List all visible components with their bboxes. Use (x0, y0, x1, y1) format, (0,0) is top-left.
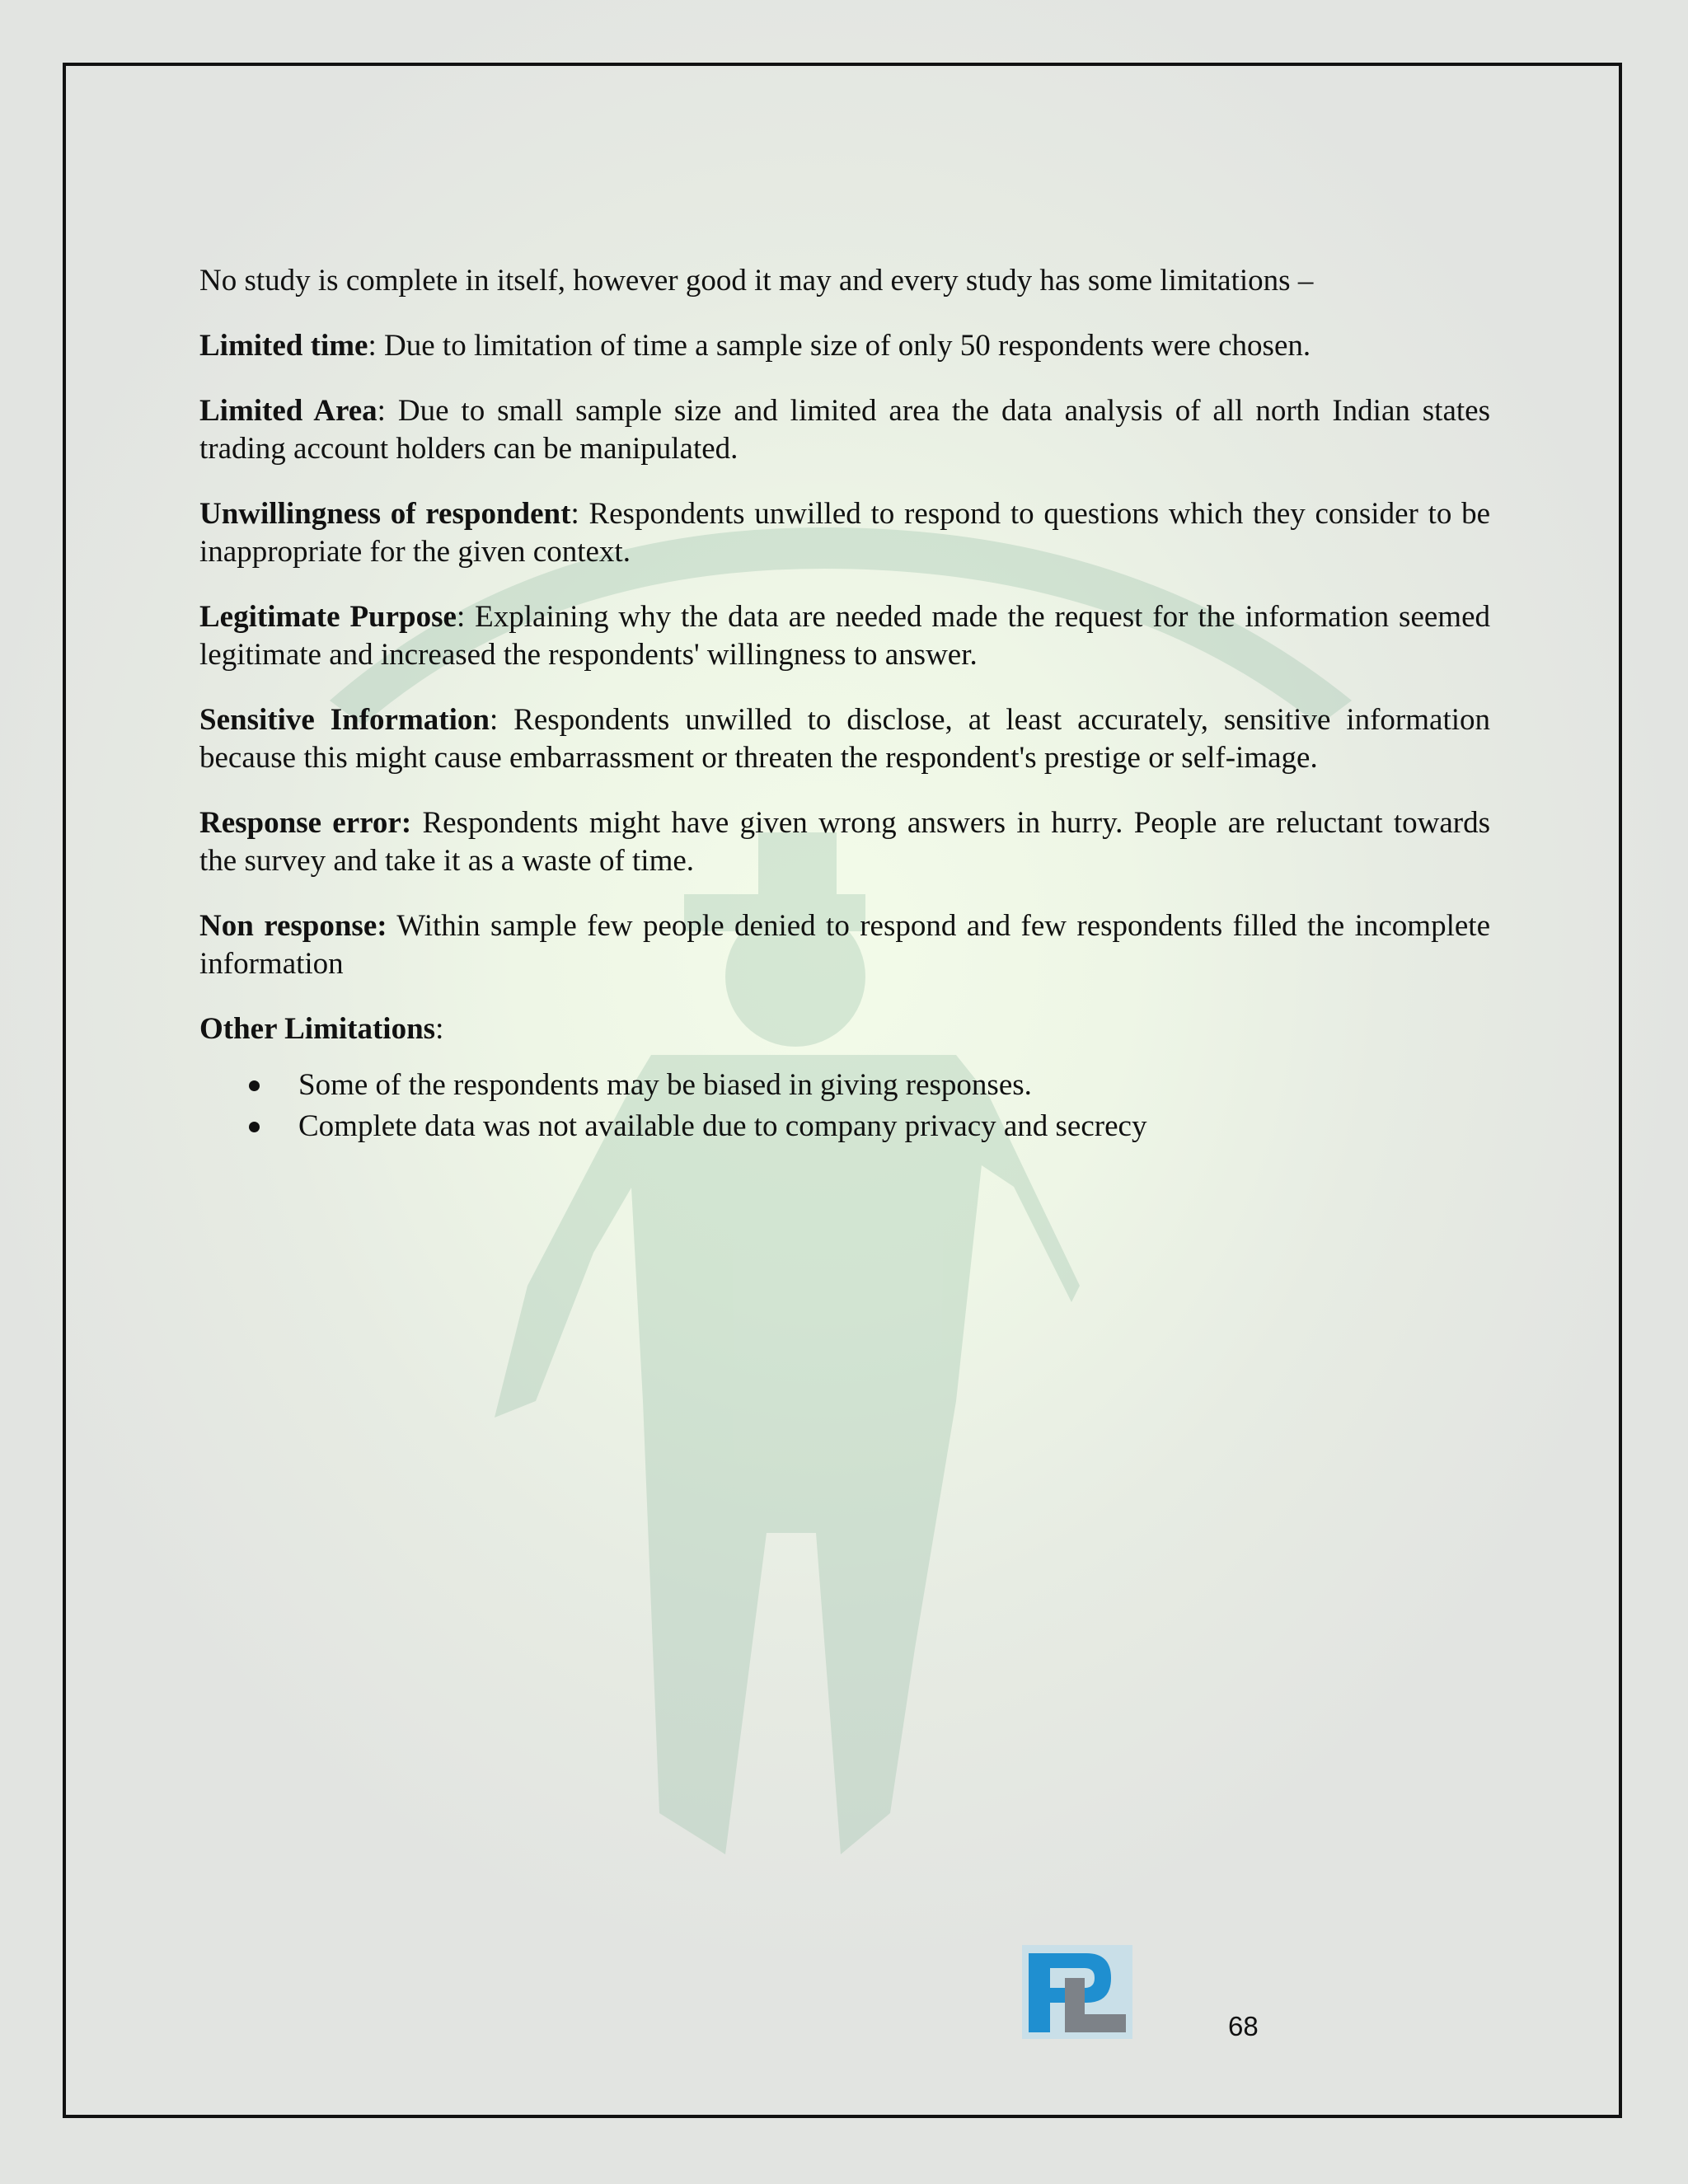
limitation-text: Within sample few people denied to respond and few respondents filled the incomplete information (199, 909, 1490, 981)
limitation-paragraph (199, 907, 1490, 983)
limitation-text: Respondents unwilled to respond to questions which they consider to be inappropriate for the given context. (199, 497, 1490, 569)
limitation-heading: Legitimate Purpose (199, 600, 457, 634)
bullet-icon (249, 1122, 260, 1132)
limitation-text: Respondents might have given wrong answers in hurry. People are reluctant towards the survey and take it as a waste of time. (199, 806, 1490, 878)
limitation-paragraph: Limited Area: Due to small sample size and limited area the data analysis of all north Indian states trading account holders can be manipulated. (199, 394, 1490, 466)
limitation-heading: Unwillingness of respondent (199, 497, 571, 531)
limitation-text: Explaining why the data are needed made the request for the information seemed legitimate and increased the respondents' willingness to answer. (199, 600, 1490, 672)
bullet-icon (249, 1080, 260, 1091)
page-number: 68 (1228, 2011, 1259, 2041)
list-item: Some of the respondents may be biased in giving responses. (298, 1065, 1490, 1106)
pl-logo-icon (1022, 1945, 1132, 2039)
limitation-paragraph (199, 804, 1490, 880)
limitation-heading: Limited time (199, 329, 368, 363)
limitations-section (199, 262, 1490, 1147)
limitation-paragraph: Limited time: Due to limitation of time a sample size of only 50 respondents were chosen. (199, 329, 1311, 363)
limitation-text: Due to limitation of time a sample size of only 50 respondents were chosen. (376, 329, 1311, 363)
other-limitations-heading: Other Limitations: (199, 1012, 444, 1046)
other-limitations-list (199, 1065, 1490, 1147)
limitation-paragraph: Sensitive Information: Respondents unwilled to disclose, at least accurately, sensitive information because this might cause embarrassment or threaten the respondent's prestige or self-image. (199, 703, 1491, 775)
list-item: Complete data was not available due to company privacy and secrecy (298, 1106, 1490, 1147)
limitation-heading: Response error: (199, 806, 412, 840)
limitation-heading: Limited Area (199, 394, 377, 428)
limitation-heading: Non response: (199, 909, 387, 943)
limitation-text: Respondents unwilled to disclose, at least accurately, sensitive information because this might cause embarrassment or threaten the respondent's prestige or self-image. (199, 703, 1491, 775)
limitation-paragraph: Unwillingness of respondent: Respondents unwilled to respond to questions which they consider to be inappropriate for the given context. (199, 497, 1490, 569)
limitation-paragraph: Legitimate Purpose: Explaining why the data are needed made the request for the information seemed legitimate and increased the respondents' willingness to answer. (199, 600, 1490, 672)
limitation-heading: Sensitive Information (199, 703, 490, 737)
intro-paragraph: No study is complete in itself, however good it may and every study has some limitations – (199, 264, 1314, 298)
limitation-text: Due to small sample size and limited area the data analysis of all north Indian states trading account holders can be manipulated. (199, 394, 1490, 466)
